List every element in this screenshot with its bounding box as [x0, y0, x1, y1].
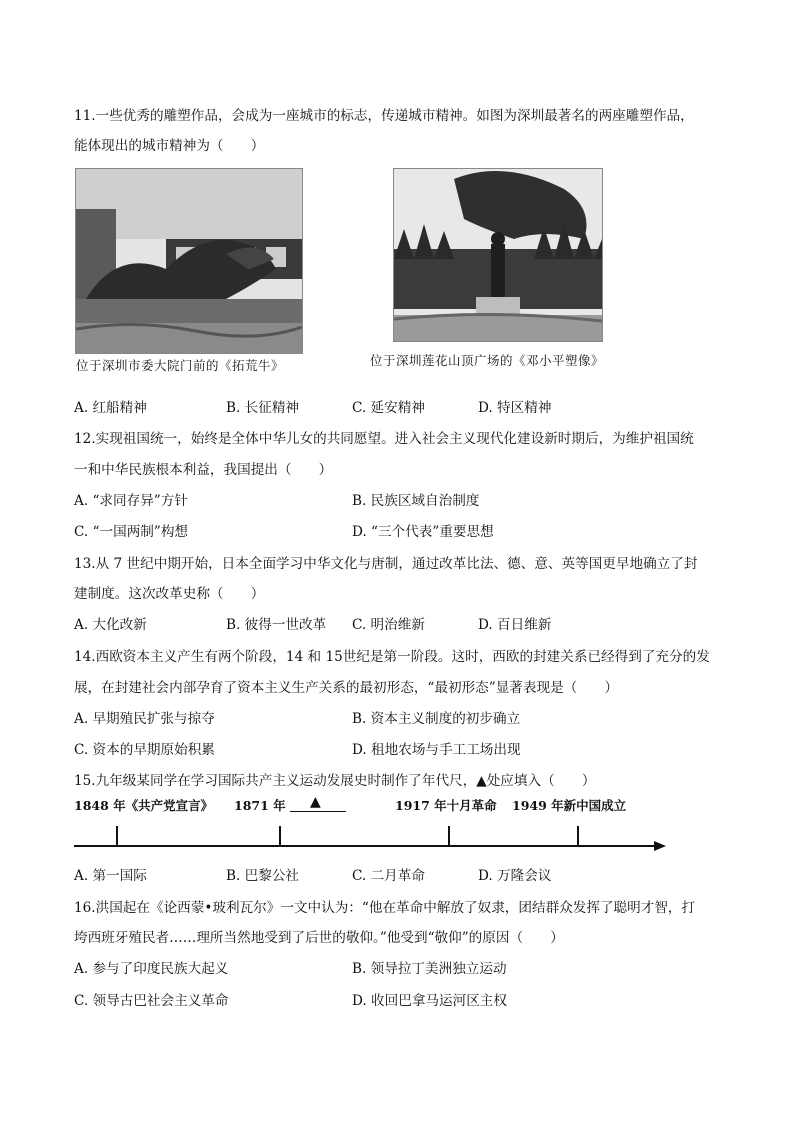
ox-sculpture-caption: 位于深圳市委大院门前的《拓荒牛》 — [76, 358, 285, 373]
timeline-axis — [74, 822, 670, 856]
q13-option-c[interactable]: C. 明治维新 — [352, 617, 425, 633]
q11-option-c[interactable]: C. 延安精神 — [352, 400, 425, 416]
q12-option-c[interactable]: C. “一国两制”构想 — [74, 524, 189, 540]
timeline-label-1848: 1848 年《共产党宣言》 — [74, 798, 214, 813]
timeline-label-1949: 1949 年新中国成立 — [512, 798, 627, 813]
q12-option-b[interactable]: B. 民族区域自治制度 — [352, 493, 480, 509]
q14-stem-line2: 展，在封建社会内部孕育了资本主义生产关系的最初形态，“最初形态”显著表现是（ ） — [74, 680, 619, 696]
q12-stem-line2: 一和中华民族根本利益，我国提出（ ） — [74, 462, 333, 478]
q11-stem-line2: 能体现出的城市精神为（ ） — [74, 138, 265, 154]
q14-option-c[interactable]: C. 资本的早期原始积累 — [74, 742, 215, 758]
q16-option-b[interactable]: B. 领导拉丁美洲独立运动 — [352, 961, 507, 977]
deng-statue-photo — [393, 168, 603, 342]
q16-option-d[interactable]: D. 收回巴拿马运河区主权 — [352, 993, 507, 1009]
q15-option-c[interactable]: C. 二月革命 — [352, 868, 425, 884]
q11-option-d[interactable]: D. 特区精神 — [478, 400, 552, 416]
q15-stem-line1: 15.九年级某同学在学习国际共产主义运动发展史时制作了年代尺，▲处应填入（ ） — [74, 773, 596, 789]
q13-stem-line1: 13.从 7 世纪中期开始，日本全面学习中华文化与唐制，通过改革比法、德、意、英等国更早地确立了封 — [74, 556, 698, 572]
q14-option-a[interactable]: A. 早期殖民扩张与掠夺 — [74, 711, 215, 727]
q16-option-c[interactable]: C. 领导古巴社会主义革命 — [74, 993, 229, 1009]
q16-stem-line2: 垮西班牙殖民者……理所当然地受到了后世的敬仰。”他受到“敬仰”的原因（ ） — [74, 930, 564, 946]
q14-option-d[interactable]: D. 租地农场与手工工场出现 — [352, 742, 521, 758]
q16-option-a[interactable]: A. 参与了印度民族大起义 — [74, 961, 229, 977]
q11-option-a[interactable]: A. 红船精神 — [74, 400, 147, 416]
q12-option-a[interactable]: A. “求同存异”方针 — [74, 493, 188, 509]
timeline-blank-triangle: ▲ — [310, 794, 321, 810]
q11-stem-line1: 11.一些优秀的雕塑作品，会成为一座城市的标志，传递城市精神。如图为深圳最著名的两座雕塑作品， — [74, 108, 694, 124]
timeline-label-1871: 1871 年 — [234, 798, 286, 813]
q11-option-b[interactable]: B. 长征精神 — [226, 400, 300, 416]
q12-stem-line1: 12.实现祖国统一，始终是全体中华儿女的共同愿望。进入社会主义现代化建设新时期后，为维护祖国统 — [74, 431, 694, 447]
q16-stem-line1: 16.洪国起在《论西蒙•玻利瓦尔》一文中认为：“他在革命中解放了奴隶，团结群众发挥了聪明才智，打 — [74, 900, 696, 916]
timeline-label-1917: 1917 年十月革命 — [395, 798, 497, 813]
q15-option-d[interactable]: D. 万隆会议 — [478, 868, 552, 884]
q13-option-b[interactable]: B. 彼得一世改革 — [226, 617, 327, 633]
q13-stem-line2: 建制度。这次改革史称（ ） — [74, 586, 265, 602]
deng-statue-illustration — [394, 169, 602, 341]
ox-sculpture-photo — [75, 168, 303, 354]
q14-option-b[interactable]: B. 资本主义制度的初步确立 — [352, 711, 521, 727]
q13-option-d[interactable]: D. 百日维新 — [478, 617, 552, 633]
q13-option-a[interactable]: A. 大化改新 — [74, 617, 147, 633]
q15-option-b[interactable]: B. 巴黎公社 — [226, 868, 300, 884]
deng-statue-caption: 位于深圳莲花山顶广场的《邓小平塑像》 — [370, 353, 605, 368]
ox-sculpture-illustration — [76, 169, 302, 353]
timeline-blank-underline — [290, 811, 346, 812]
q15-option-a[interactable]: A. 第一国际 — [74, 868, 147, 884]
q14-stem-line1: 14.西欧资本主义产生有两个阶段，14 和 15世纪是第一阶段。这时，西欧的封建关系已经得到了充分的发 — [74, 649, 710, 665]
q12-option-d[interactable]: D. “三个代表”重要思想 — [352, 524, 494, 540]
